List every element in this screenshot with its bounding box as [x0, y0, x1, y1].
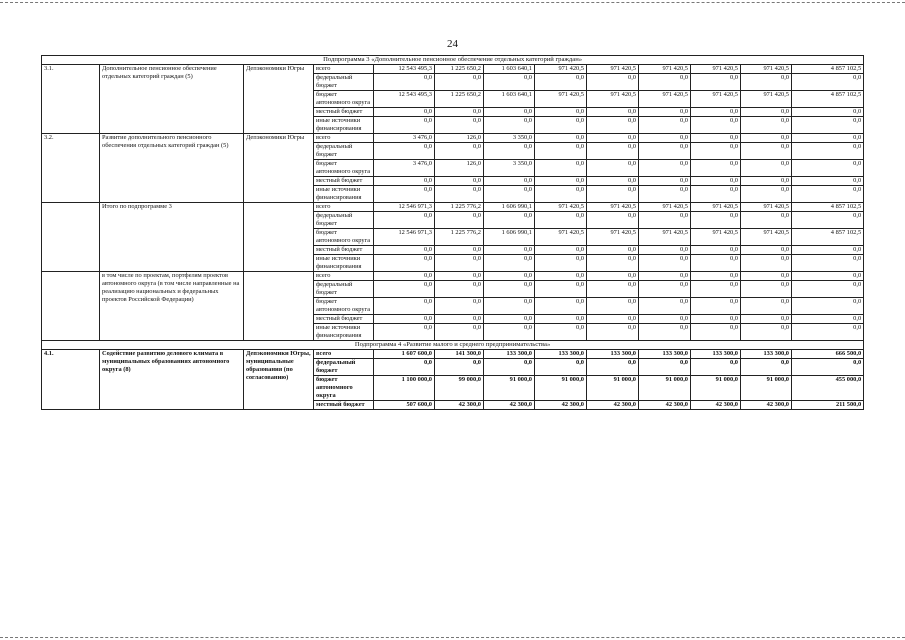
amount-cell: 91 000,0 — [535, 376, 587, 401]
amount-cell: 1 606 990,1 — [484, 203, 535, 212]
amount-cell: 42 300,0 — [587, 401, 639, 410]
amount-cell: 0,0 — [374, 212, 435, 229]
amount-cell: 0,0 — [587, 255, 639, 272]
amount-cell: 0,0 — [741, 298, 792, 315]
amount-cell: 0,0 — [374, 359, 435, 376]
page-number: 24 — [447, 38, 458, 50]
amount-cell: 91 000,0 — [639, 376, 691, 401]
funding-source: местный бюджет — [314, 401, 374, 410]
amount-cell: 0,0 — [792, 134, 864, 143]
amount-cell: 0,0 — [587, 160, 639, 177]
subprogram-header — [42, 341, 864, 350]
amount-cell: 0,0 — [435, 281, 484, 298]
amount-cell: 0,0 — [435, 272, 484, 281]
amount-cell: 0,0 — [484, 246, 535, 255]
amount-cell: 4 857 102,5 — [792, 65, 864, 74]
subprogram-4-title: Подпрограмма 4 «Развитие малого и среднего предпринимательства» — [42, 341, 864, 350]
amount-cell: 0,0 — [639, 186, 691, 203]
amount-cell: 0,0 — [435, 143, 484, 160]
amount-cell: 0,0 — [792, 246, 864, 255]
amount-cell: 1 225 776,2 — [435, 229, 484, 246]
amount-cell: 91 000,0 — [691, 376, 741, 401]
amount-cell: 0,0 — [484, 324, 535, 341]
measure-name: Дополнительное пенсионное обеспечение отдельных категорий граждан (5) — [100, 65, 244, 134]
amount-cell: 141 300,0 — [435, 350, 484, 359]
amount-cell: 0,0 — [792, 143, 864, 160]
amount-cell: 0,0 — [792, 255, 864, 272]
amount-cell: 971 420,5 — [535, 65, 587, 74]
funding-source: иные источники финансирования — [314, 117, 374, 134]
amount-cell: 1 225 776,2 — [435, 203, 484, 212]
amount-cell: 0,0 — [792, 272, 864, 281]
amount-cell: 3 476,0 — [374, 134, 435, 143]
amount-cell: 0,0 — [484, 143, 535, 160]
amount-cell: 0,0 — [535, 108, 587, 117]
funding-source: бюджет автономного округа — [314, 376, 374, 401]
row-number: 4.1. — [42, 350, 100, 410]
amount-cell: 0,0 — [435, 74, 484, 91]
amount-cell: 0,0 — [691, 74, 741, 91]
amount-cell: 0,0 — [691, 281, 741, 298]
amount-cell: 0,0 — [792, 74, 864, 91]
amount-cell: 0,0 — [484, 186, 535, 203]
funding-source: федеральный бюджет — [314, 143, 374, 160]
amount-cell: 1 100 000,0 — [374, 376, 435, 401]
amount-cell: 0,0 — [587, 246, 639, 255]
measure-name: Итого по подпрограмме 3 — [100, 203, 244, 272]
row-number: 3.2. — [42, 134, 100, 203]
table-row — [42, 272, 864, 281]
funding-source: бюджет автономного округа — [314, 91, 374, 108]
amount-cell: 0,0 — [484, 212, 535, 229]
amount-cell: 971 420,5 — [691, 203, 741, 212]
amount-cell: 0,0 — [741, 272, 792, 281]
table-row — [42, 65, 864, 74]
amount-cell: 0,0 — [639, 281, 691, 298]
amount-cell: 0,0 — [639, 160, 691, 177]
amount-cell: 0,0 — [741, 186, 792, 203]
amount-cell: 0,0 — [587, 272, 639, 281]
amount-cell: 0,0 — [374, 298, 435, 315]
row-number — [42, 272, 100, 341]
funding-source: местный бюджет — [314, 177, 374, 186]
amount-cell: 0,0 — [639, 74, 691, 91]
amount-cell: 0,0 — [484, 315, 535, 324]
amount-cell: 0,0 — [484, 74, 535, 91]
amount-cell: 0,0 — [639, 255, 691, 272]
amount-cell: 0,0 — [639, 212, 691, 229]
funding-source: местный бюджет — [314, 108, 374, 117]
amount-cell: 0,0 — [535, 324, 587, 341]
amount-cell: 1 607 600,0 — [374, 350, 435, 359]
amount-cell: 1 606 990,1 — [484, 229, 535, 246]
row-3-1 — [42, 65, 864, 134]
amount-cell: 971 420,5 — [535, 229, 587, 246]
funding-source: иные источники финансирования — [314, 324, 374, 341]
amount-cell: 971 420,5 — [587, 229, 639, 246]
amount-cell: 0,0 — [691, 117, 741, 134]
funding-source: бюджет автономного округа — [314, 160, 374, 177]
amount-cell: 0,0 — [792, 315, 864, 324]
funding-source: федеральный бюджет — [314, 212, 374, 229]
amount-cell: 971 420,5 — [587, 203, 639, 212]
amount-cell: 0,0 — [691, 315, 741, 324]
row-4-1 — [42, 350, 864, 410]
amount-cell: 3 476,0 — [374, 160, 435, 177]
funding-source: местный бюджет — [314, 246, 374, 255]
funding-source: местный бюджет — [314, 315, 374, 324]
amount-cell: 0,0 — [639, 298, 691, 315]
amount-cell: 0,0 — [639, 108, 691, 117]
amount-cell: 0,0 — [535, 298, 587, 315]
amount-cell: 0,0 — [691, 324, 741, 341]
amount-cell: 0,0 — [484, 272, 535, 281]
amount-cell: 4 857 102,5 — [792, 229, 864, 246]
amount-cell: 0,0 — [535, 177, 587, 186]
amount-cell: 1 225 650,2 — [435, 65, 484, 74]
amount-cell: 0,0 — [587, 186, 639, 203]
amount-cell: 971 420,5 — [639, 65, 691, 74]
funding-source: всего — [314, 134, 374, 143]
amount-cell: 0,0 — [639, 324, 691, 341]
amount-cell: 42 300,0 — [639, 401, 691, 410]
amount-cell: 0,0 — [535, 212, 587, 229]
table-row — [42, 134, 864, 143]
amount-cell: 0,0 — [484, 117, 535, 134]
amount-cell: 971 420,5 — [691, 91, 741, 108]
funding-source: всего — [314, 65, 374, 74]
amount-cell: 0,0 — [792, 281, 864, 298]
amount-cell: 971 420,5 — [639, 203, 691, 212]
amount-cell: 0,0 — [639, 246, 691, 255]
amount-cell: 0,0 — [639, 177, 691, 186]
amount-cell: 971 420,5 — [587, 91, 639, 108]
amount-cell: 0,0 — [374, 272, 435, 281]
amount-cell: 0,0 — [691, 246, 741, 255]
amount-cell: 971 420,5 — [741, 65, 792, 74]
funding-source: всего — [314, 203, 374, 212]
amount-cell: 0,0 — [435, 298, 484, 315]
amount-cell: 0,0 — [741, 281, 792, 298]
amount-cell: 0,0 — [792, 177, 864, 186]
amount-cell: 0,0 — [435, 212, 484, 229]
amount-cell: 0,0 — [374, 255, 435, 272]
amount-cell: 0,0 — [435, 315, 484, 324]
amount-cell: 0,0 — [691, 108, 741, 117]
amount-cell: 971 420,5 — [691, 65, 741, 74]
amount-cell: 0,0 — [535, 255, 587, 272]
amount-cell: 1 225 650,2 — [435, 91, 484, 108]
amount-cell: 0,0 — [587, 117, 639, 134]
amount-cell: 4 857 102,5 — [792, 203, 864, 212]
amount-cell: 0,0 — [587, 324, 639, 341]
amount-cell: 0,0 — [792, 108, 864, 117]
amount-cell: 42 300,0 — [484, 401, 535, 410]
amount-cell: 91 000,0 — [587, 376, 639, 401]
funding-source: бюджет автономного округа — [314, 298, 374, 315]
funding-source: всего — [314, 272, 374, 281]
amount-cell: 666 500,0 — [792, 350, 864, 359]
amount-cell: 0,0 — [691, 359, 741, 376]
amount-cell: 0,0 — [535, 160, 587, 177]
amount-cell: 99 000,0 — [435, 376, 484, 401]
amount-cell: 0,0 — [792, 324, 864, 341]
amount-cell: 0,0 — [639, 359, 691, 376]
amount-cell: 0,0 — [741, 74, 792, 91]
amount-cell: 0,0 — [374, 281, 435, 298]
amount-cell: 0,0 — [587, 134, 639, 143]
measure-name: Содействие развитию делового климата в муниципальных образованиях автономного округа (8) — [100, 350, 244, 410]
amount-cell: 0,0 — [639, 315, 691, 324]
amount-cell: 971 420,5 — [535, 91, 587, 108]
amount-cell: 0,0 — [587, 281, 639, 298]
amount-cell: 971 420,5 — [639, 229, 691, 246]
amount-cell: 1 603 640,1 — [484, 91, 535, 108]
amount-cell: 0,0 — [587, 143, 639, 160]
amount-cell: 0,0 — [374, 143, 435, 160]
amount-cell: 0,0 — [741, 117, 792, 134]
amount-cell: 0,0 — [535, 74, 587, 91]
amount-cell: 0,0 — [435, 255, 484, 272]
executor: Депэкономики Югры — [244, 65, 314, 134]
amount-cell: 0,0 — [587, 359, 639, 376]
amount-cell: 0,0 — [741, 324, 792, 341]
amount-cell: 0,0 — [535, 186, 587, 203]
amount-cell: 0,0 — [535, 134, 587, 143]
funding-source: иные источники финансирования — [314, 186, 374, 203]
top-rule — [0, 2, 905, 3]
amount-cell: 971 420,5 — [535, 203, 587, 212]
funding-source: федеральный бюджет — [314, 281, 374, 298]
amount-cell: 0,0 — [741, 134, 792, 143]
amount-cell: 126,0 — [435, 160, 484, 177]
amount-cell: 0,0 — [535, 272, 587, 281]
amount-cell: 0,0 — [587, 108, 639, 117]
amount-cell: 3 350,0 — [484, 160, 535, 177]
amount-cell: 0,0 — [792, 186, 864, 203]
amount-cell: 42 300,0 — [691, 401, 741, 410]
amount-cell: 0,0 — [535, 117, 587, 134]
amount-cell: 0,0 — [535, 143, 587, 160]
amount-cell: 133 300,0 — [741, 350, 792, 359]
amount-cell: 0,0 — [484, 255, 535, 272]
table-row — [42, 203, 864, 212]
amount-cell: 0,0 — [792, 212, 864, 229]
amount-cell: 455 000,0 — [792, 376, 864, 401]
funding-source: федеральный бюджет — [314, 74, 374, 91]
row-3-2 — [42, 134, 864, 203]
amount-cell: 0,0 — [691, 272, 741, 281]
amount-cell: 0,0 — [374, 315, 435, 324]
amount-cell: 0,0 — [484, 359, 535, 376]
amount-cell: 0,0 — [741, 160, 792, 177]
amount-cell: 0,0 — [587, 177, 639, 186]
amount-cell: 0,0 — [535, 281, 587, 298]
amount-cell: 42 300,0 — [435, 401, 484, 410]
amount-cell: 0,0 — [435, 246, 484, 255]
amount-cell: 0,0 — [435, 359, 484, 376]
amount-cell: 12 543 495,3 — [374, 91, 435, 108]
amount-cell: 133 300,0 — [535, 350, 587, 359]
amount-cell: 133 300,0 — [484, 350, 535, 359]
measure-name: в том числе по проектам, портфелям проектов автономного округа (в том числе направленные на реализацию национальных и федеральных проектов Российской Федерации) — [100, 272, 244, 341]
funding-source: иные источники финансирования — [314, 255, 374, 272]
subprogram-header — [42, 56, 864, 65]
amount-cell: 0,0 — [691, 143, 741, 160]
funding-source: бюджет автономного округа — [314, 229, 374, 246]
amount-cell: 211 500,0 — [792, 401, 864, 410]
amount-cell: 0,0 — [435, 186, 484, 203]
amount-cell: 0,0 — [792, 160, 864, 177]
amount-cell: 971 420,5 — [741, 91, 792, 108]
amount-cell: 0,0 — [535, 359, 587, 376]
amount-cell: 133 300,0 — [691, 350, 741, 359]
amount-cell: 0,0 — [741, 315, 792, 324]
amount-cell: 971 420,5 — [639, 91, 691, 108]
amount-cell: 0,0 — [741, 108, 792, 117]
amount-cell: 42 300,0 — [535, 401, 587, 410]
amount-cell: 0,0 — [741, 177, 792, 186]
amount-cell: 0,0 — [587, 315, 639, 324]
including-projects-3 — [42, 272, 864, 341]
amount-cell: 0,0 — [535, 246, 587, 255]
amount-cell: 0,0 — [374, 324, 435, 341]
amount-cell: 0,0 — [691, 134, 741, 143]
amount-cell: 12 543 495,3 — [374, 65, 435, 74]
amount-cell: 0,0 — [792, 298, 864, 315]
amount-cell: 971 420,5 — [691, 229, 741, 246]
bottom-rule — [0, 637, 905, 638]
amount-cell: 0,0 — [374, 246, 435, 255]
financing-table — [41, 55, 864, 410]
amount-cell: 91 000,0 — [484, 376, 535, 401]
subprogram-3-title: Подпрограмма 3 «Дополнительное пенсионное обеспечение отдельных категорий граждан» — [42, 56, 864, 65]
amount-cell: 0,0 — [792, 117, 864, 134]
amount-cell: 0,0 — [691, 177, 741, 186]
amount-cell: 0,0 — [535, 315, 587, 324]
amount-cell: 12 546 971,3 — [374, 229, 435, 246]
measure-name: Развитие дополнительного пенсионного обеспечения отдельных категорий граждан (5) — [100, 134, 244, 203]
amount-cell: 1 603 640,1 — [484, 65, 535, 74]
amount-cell: 0,0 — [484, 108, 535, 117]
amount-cell: 0,0 — [691, 255, 741, 272]
amount-cell: 971 420,5 — [587, 65, 639, 74]
row-number — [42, 203, 100, 272]
amount-cell: 0,0 — [691, 160, 741, 177]
amount-cell: 0,0 — [435, 108, 484, 117]
total-subprogram-3 — [42, 203, 864, 272]
amount-cell: 0,0 — [792, 359, 864, 376]
table-row — [42, 350, 864, 359]
amount-cell: 507 600,0 — [374, 401, 435, 410]
row-number: 3.1. — [42, 65, 100, 134]
amount-cell: 0,0 — [374, 74, 435, 91]
executor: Депэкономики Югры — [244, 134, 314, 203]
amount-cell: 0,0 — [741, 143, 792, 160]
amount-cell: 0,0 — [639, 134, 691, 143]
amount-cell: 0,0 — [691, 186, 741, 203]
amount-cell: 0,0 — [484, 177, 535, 186]
amount-cell: 0,0 — [741, 359, 792, 376]
amount-cell: 12 546 971,3 — [374, 203, 435, 212]
amount-cell: 0,0 — [741, 246, 792, 255]
amount-cell: 0,0 — [587, 298, 639, 315]
amount-cell: 0,0 — [587, 74, 639, 91]
executor: Депэкономики Югры, муниципальные образования (по согласованию) — [244, 350, 314, 410]
amount-cell: 133 300,0 — [639, 350, 691, 359]
amount-cell: 0,0 — [691, 212, 741, 229]
executor — [244, 203, 314, 272]
amount-cell: 0,0 — [691, 298, 741, 315]
amount-cell: 971 420,5 — [741, 203, 792, 212]
amount-cell: 0,0 — [587, 212, 639, 229]
amount-cell: 971 420,5 — [741, 229, 792, 246]
amount-cell: 0,0 — [435, 324, 484, 341]
amount-cell: 0,0 — [741, 212, 792, 229]
amount-cell: 0,0 — [484, 298, 535, 315]
amount-cell: 0,0 — [435, 177, 484, 186]
amount-cell: 0,0 — [374, 108, 435, 117]
funding-source: всего — [314, 350, 374, 359]
amount-cell: 3 350,0 — [484, 134, 535, 143]
amount-cell: 0,0 — [639, 117, 691, 134]
amount-cell: 0,0 — [639, 272, 691, 281]
amount-cell: 91 000,0 — [741, 376, 792, 401]
funding-source: федеральный бюджет — [314, 359, 374, 376]
amount-cell: 0,0 — [435, 117, 484, 134]
amount-cell: 0,0 — [639, 143, 691, 160]
amount-cell: 126,0 — [435, 134, 484, 143]
amount-cell: 4 857 102,5 — [792, 91, 864, 108]
amount-cell: 0,0 — [741, 255, 792, 272]
amount-cell: 42 300,0 — [741, 401, 792, 410]
amount-cell: 0,0 — [484, 281, 535, 298]
amount-cell: 0,0 — [374, 186, 435, 203]
amount-cell: 0,0 — [374, 117, 435, 134]
amount-cell: 0,0 — [374, 177, 435, 186]
executor — [244, 272, 314, 341]
amount-cell: 133 300,0 — [587, 350, 639, 359]
